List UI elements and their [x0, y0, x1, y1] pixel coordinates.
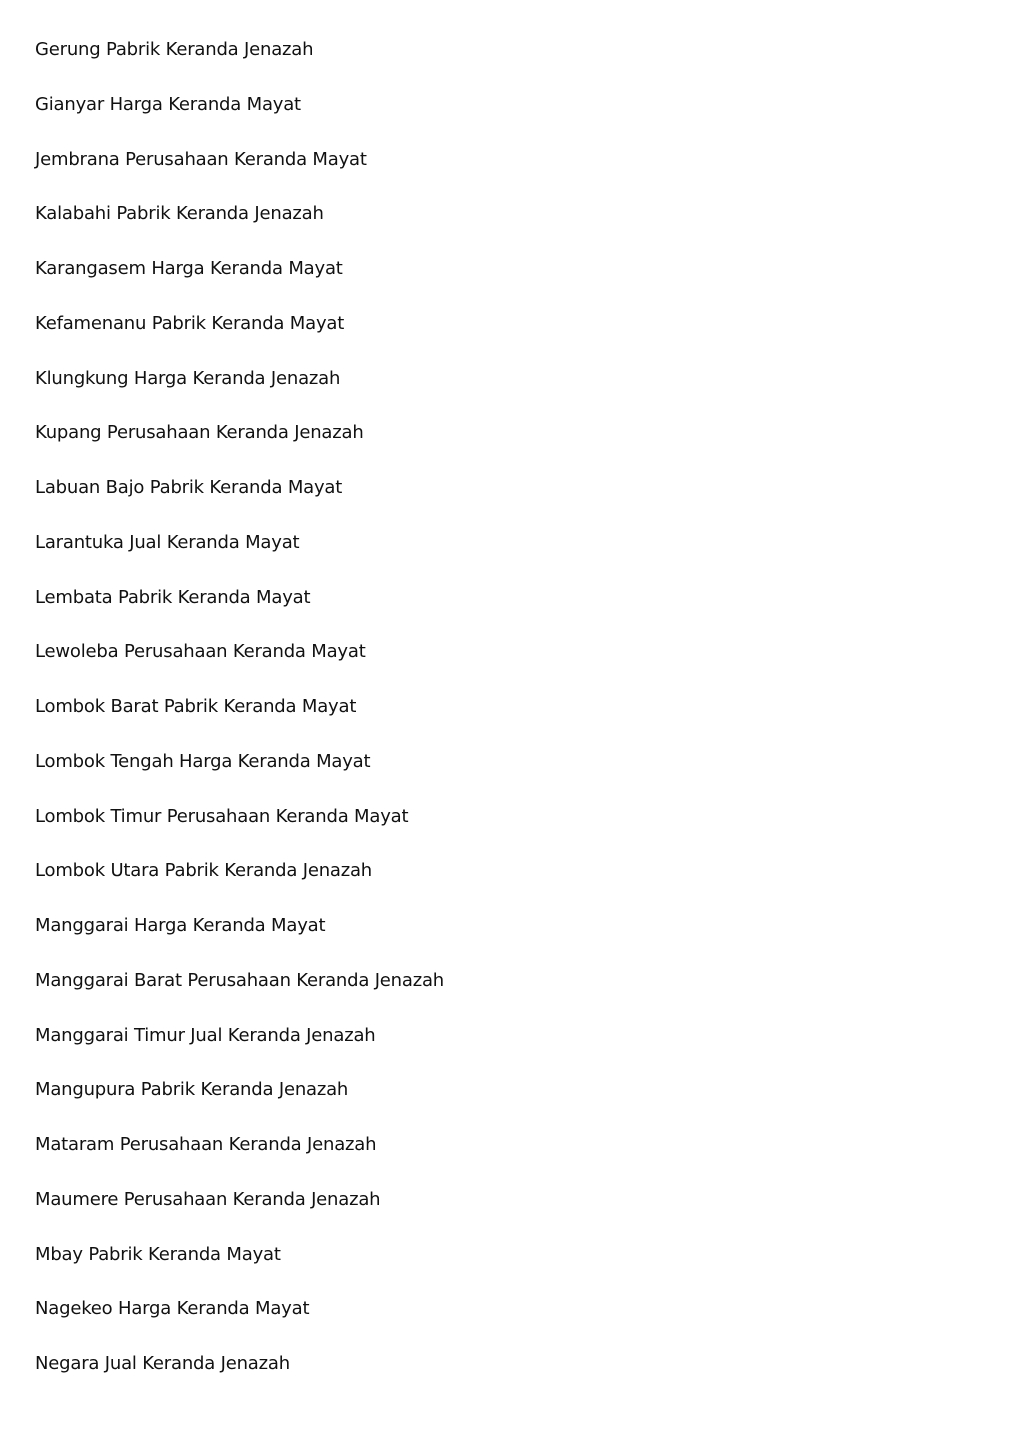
list-item: Klungkung Harga Keranda Jenazah [35, 367, 341, 389]
list-item: Manggarai Timur Jual Keranda Jenazah [35, 1024, 376, 1046]
list-item: Lewoleba Perusahaan Keranda Mayat [35, 641, 366, 663]
keyword-list [35, 36, 444, 1405]
list-item: Lombok Timur Perusahaan Keranda Mayat [35, 805, 409, 827]
list-item: Mangupura Pabrik Keranda Jenazah [35, 1079, 349, 1101]
list-item: Nagekeo Harga Keranda Mayat [35, 1298, 310, 1320]
list-item: Lombok Barat Pabrik Keranda Mayat [35, 696, 357, 717]
list-item: Labuan Bajo Pabrik Keranda Mayat [35, 477, 343, 498]
list-item: Mbay Pabrik Keranda Mayat [35, 1243, 281, 1265]
list-item: Negara Jual Keranda Jenazah [35, 1353, 290, 1374]
list-item: Manggarai Barat Perusahaan Keranda Jenazah [35, 969, 445, 991]
list-item: Kefamenanu Pabrik Keranda Mayat [35, 312, 345, 334]
list-item: Jembrana Perusahaan Keranda Mayat [35, 148, 367, 170]
list-item: Maumere Perusahaan Keranda Jenazah [35, 1188, 381, 1210]
list-item: Manggarai Harga Keranda Mayat [35, 915, 326, 936]
list-item: Lombok Tengah Harga Keranda Mayat [35, 750, 371, 772]
list-item: Mataram Perusahaan Keranda Jenazah [35, 1134, 377, 1155]
list-item: Karangasem Harga Keranda Mayat [35, 258, 343, 279]
list-item: Gianyar Harga Keranda Mayat [35, 93, 301, 115]
list-item: Kalabahi Pabrik Keranda Jenazah [35, 203, 324, 225]
list-item: Larantuka Jual Keranda Mayat [35, 531, 300, 553]
list-item: Lombok Utara Pabrik Keranda Jenazah [35, 860, 373, 882]
list-item: Kupang Perusahaan Keranda Jenazah [35, 422, 364, 444]
list-item: Gerung Pabrik Keranda Jenazah [35, 39, 314, 60]
list-item: Lembata Pabrik Keranda Mayat [35, 586, 311, 608]
